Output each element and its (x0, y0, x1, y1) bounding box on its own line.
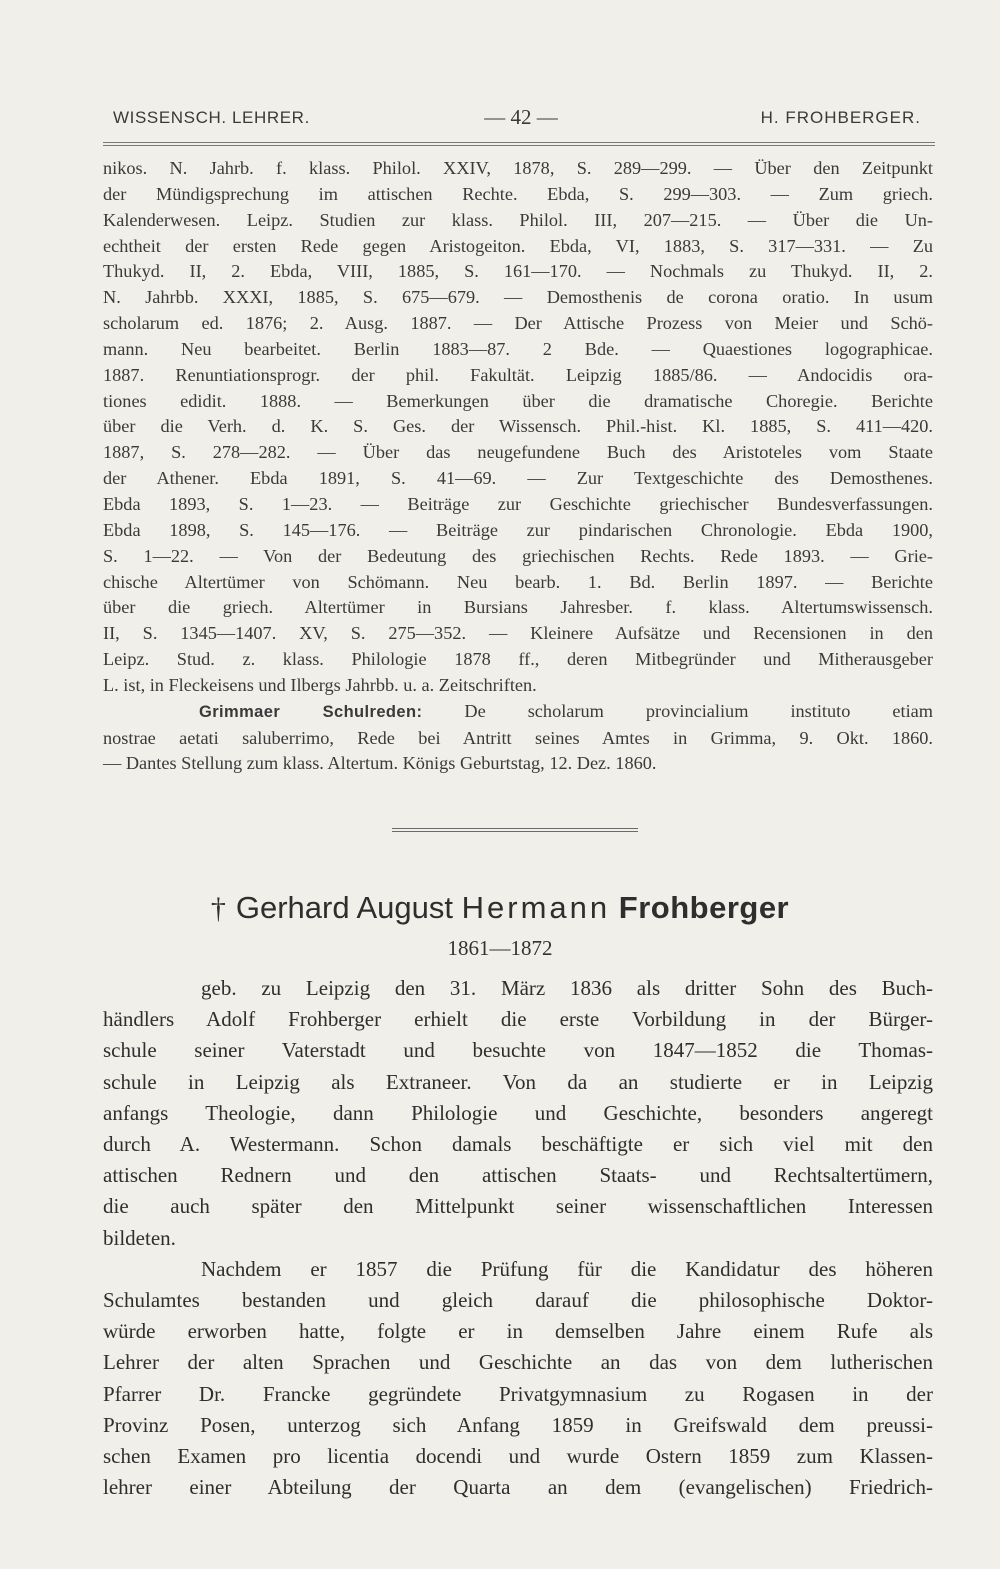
bib-line: Thukyd. II, 2. Ebda, VIII, 1885, S. 161—170. — Nochmals zu Thukyd. II, 2. (103, 261, 933, 282)
bib-line: Leipz. Stud. z. klass. Philologie 1878 ff., deren Mitbegründer und Mitherausgeber (103, 649, 933, 670)
bib-line: Ebda 1893, S. 1—23. — Beiträge zur Geschichte griechischer Bundesverfassungen. (103, 493, 933, 514)
page-number: — 42 — (484, 105, 558, 129)
bio-line: Nachdem er 1857 die Prüfung für die Kandidatur des höheren (201, 1256, 933, 1281)
biography-title (0, 890, 1000, 926)
bib-line: mann. Neu bearbeitet. Berlin 1883—87. 2 Bde. — Quaestiones logographicae. (103, 338, 933, 359)
bio-line: händlers Adolf Frohberger erhielt die erste Vorbildung in der Bürger- (103, 1007, 933, 1032)
given-name-spaced: Hermann (461, 890, 611, 925)
bib-line: L. ist, in Fleckeisens und Ilbergs Jahrbb. u. a. Zeitschriften. (103, 674, 537, 695)
bio-line: bildeten. (103, 1225, 176, 1250)
bio-line: würde erworben hatte, folgte er in demselben Jahre einem Rufe als (103, 1319, 933, 1344)
bio-line: lehrer einer Abteilung der Quarta an dem (evangelischen) Friedrich- (103, 1475, 933, 1500)
given-names: Gerhard August (235, 890, 454, 925)
bio-line: schule in Leipzig als Extraneer. Von da an studierte er in Leipzig (103, 1069, 933, 1094)
running-header (103, 105, 935, 138)
header-double-rule (103, 142, 935, 146)
speeches-line: nostrae aetati saluberrimo, Rede bei Antritt seines Amtes in Grimma, 9. Okt. 1860. (103, 727, 933, 748)
bib-line: der Mündigsprechung im attischen Rechte. Ebda, S. 299—303. — Zum griech. (103, 183, 933, 204)
bib-line: S. 1—22. — Von der Bedeutung des griechischen Rechts. Rede 1893. — Grie- (103, 545, 933, 566)
bib-line: nikos. N. Jahrb. f. klass. Philol. XXIV, 1878, S. 289—299. — Über den Zeitpunkt (103, 158, 933, 178)
speeches-text: De scholarum provincialium instituto etiam (422, 700, 933, 721)
bio-line: Lehrer der alten Sprachen und Geschichte an das von dem lutherischen (103, 1350, 933, 1375)
bib-line: 1887. Renuntiationsprogr. der phil. Fakultät. Leipzig 1885/86. — Andocidis ora- (103, 364, 933, 385)
bio-line: schen Examen pro licentia docendi und wurde Ostern 1859 zum Klassen- (103, 1444, 933, 1469)
bib-line: II, S. 1345—1407. XV, S. 275—352. — Kleinere Aufsätze und Recensionen in den (103, 623, 933, 644)
biography-text (103, 973, 933, 1503)
bio-line: schule seiner Vaterstadt und besuchte von 1847—1852 die Thomas- (103, 1038, 933, 1063)
speeches-label: Grimmaer Schulreden: (199, 702, 423, 721)
bib-line: über die Verh. d. K. S. Ges. der Wissensch. Phil.-hist. Kl. 1885, S. 411—420. (103, 416, 933, 437)
bib-line: tiones edidit. 1888. — Bemerkungen über die dramatische Choregie. Berichte (103, 390, 933, 411)
bib-line: scholarum ed. 1876; 2. Ausg. 1887. — Der Attische Prozess von Meier und Schö- (103, 313, 933, 334)
bib-line: 1887, S. 278—282. — Über das neugefundene Buch des Aristoteles vom Staate (103, 442, 933, 463)
bio-line: durch A. Westermann. Schon damals beschäftigte er sich viel mit den (103, 1132, 933, 1157)
speeches-line (103, 699, 933, 726)
bib-line: N. Jahrbb. XXXI, 1885, S. 675—679. — Demosthenis de corona oratio. In usum (103, 287, 933, 308)
bibliography-block (103, 156, 933, 777)
bio-line: geb. zu Leipzig den 31. März 1836 als dritter Sohn des Buch- (201, 976, 933, 1000)
dagger-symbol: † (210, 892, 226, 925)
bio-line: anfangs Theologie, dann Philologie und Geschichte, besonders angeregt (103, 1100, 933, 1125)
surname: Frohberger (618, 890, 790, 925)
bio-line: die auch später den Mittelpunkt seiner wissenschaftlichen Interessen (103, 1194, 933, 1219)
bib-line: Kalenderwesen. Leipz. Studien zur klass. Philol. III, 207—215. — Über die Un- (103, 209, 933, 230)
header-left-title: WISSENSCH. LEHRER. (113, 108, 310, 127)
bio-line: attischen Rednern und den attischen Staats- und Rechtsaltertümern, (103, 1163, 933, 1188)
bib-line: Ebda 1898, S. 145—176. — Beiträge zur pindarischen Chronologie. Ebda 1900, (103, 519, 933, 540)
bib-line: der Athener. Ebda 1891, S. 41—69. — Zur Textgeschichte des Demosthenes. (103, 468, 933, 489)
header-right-title: H. FROHBERGER. (760, 108, 921, 127)
bib-line: echtheit der ersten Rede gegen Aristogeiton. Ebda, VI, 1883, S. 317—331. — Zu (103, 235, 933, 256)
bib-line: chische Altertümer von Schömann. Neu bearb. 1. Bd. Berlin 1897. — Berichte (103, 571, 933, 592)
bio-line: Provinz Posen, unterzog sich Anfang 1859 in Greifswald dem preussi- (103, 1412, 933, 1437)
tenure-years: 1861—1872 (447, 936, 553, 960)
section-divider (392, 828, 638, 832)
speeches-line: — Dantes Stellung zum klass. Altertum. Königs Geburtstag, 12. Dez. 1860. (103, 753, 657, 774)
bio-line: Pfarrer Dr. Francke gegründete Privatgymnasium zu Rogasen in der (103, 1381, 933, 1406)
bib-line: über die griech. Altertümer in Bursians Jahresber. f. klass. Altertumswissensch. (103, 597, 933, 618)
bio-line: Schulamtes bestanden und gleich darauf die philosophische Doktor- (103, 1288, 933, 1313)
